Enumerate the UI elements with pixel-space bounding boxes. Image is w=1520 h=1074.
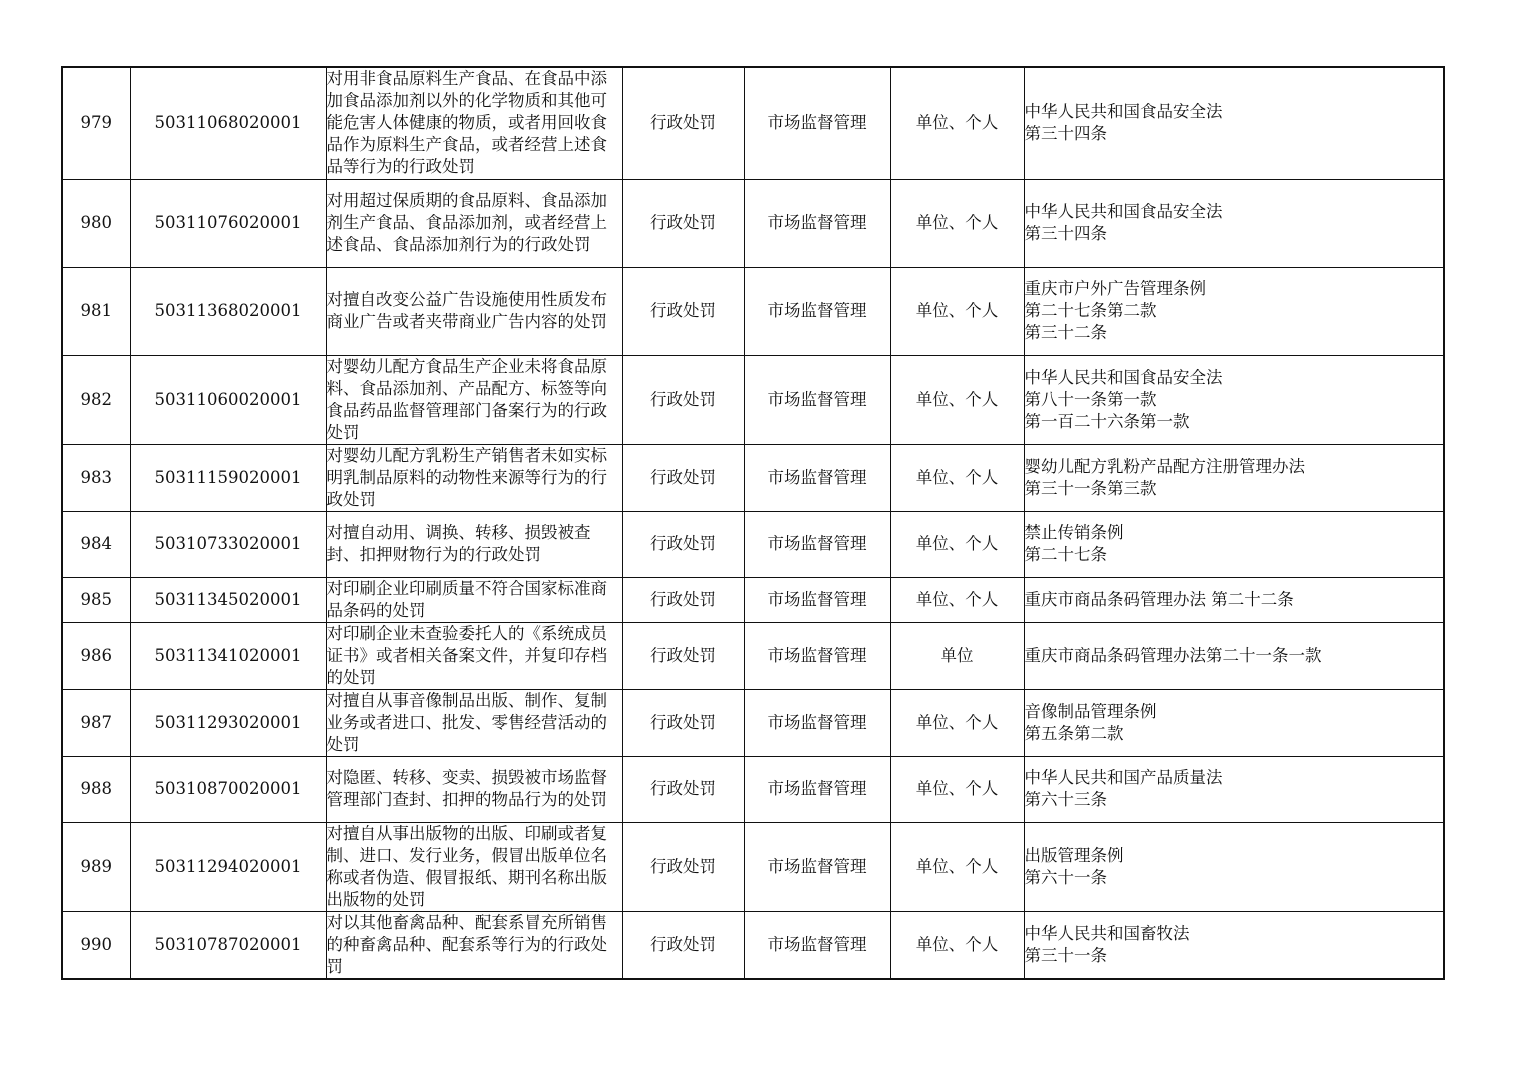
item-department: 市场监督管理 xyxy=(744,756,890,822)
basis-line: 出版管理条例 xyxy=(1024,845,1124,865)
item-number: 981 xyxy=(62,267,130,355)
basis-line: 第二十七条 xyxy=(1024,545,1107,564)
basis-line: 第六十一条 xyxy=(1024,867,1107,887)
table-row xyxy=(62,511,1444,577)
item-name: 对擅自从事音像制品出版、制作、复制业务或者进口、批发、零售经营活动的处罚 xyxy=(326,689,622,756)
item-type: 行政处罚 xyxy=(622,511,744,577)
basis-line: 第五条第二款 xyxy=(1024,723,1124,743)
item-number: 980 xyxy=(62,179,130,267)
item-department: 市场监督管理 xyxy=(744,911,890,979)
item-department: 市场监督管理 xyxy=(744,622,890,689)
basis-line: 第三十一条 xyxy=(1024,945,1107,965)
item-code: 50311068020001 xyxy=(130,67,326,179)
item-legal-basis xyxy=(1024,622,1444,689)
basis-line: 音像制品管理条例 xyxy=(1024,701,1157,721)
item-legal-basis xyxy=(1024,267,1444,355)
basis-line: 中华人民共和国食品安全法 xyxy=(1024,202,1223,221)
table-row xyxy=(62,622,1444,689)
item-department: 市场监督管理 xyxy=(744,577,890,622)
item-code: 50311060020001 xyxy=(130,355,326,444)
item-type: 行政处罚 xyxy=(622,822,744,911)
item-name: 对婴幼儿配方食品生产企业未将食品原料、食品添加剂、产品配方、标签等向食品药品监督管理部门备案行为的行政处罚 xyxy=(326,355,622,444)
item-subject: 单位 xyxy=(890,622,1024,689)
item-number: 983 xyxy=(62,444,130,511)
table-body xyxy=(62,67,1444,979)
table-row xyxy=(62,267,1444,355)
item-department: 市场监督管理 xyxy=(744,822,890,911)
item-subject: 单位、个人 xyxy=(890,577,1024,622)
basis-line: 中华人民共和国产品质量法 xyxy=(1024,768,1223,787)
item-subject: 单位、个人 xyxy=(890,267,1024,355)
basis-line: 第三十一条第三款 xyxy=(1024,478,1157,498)
basis-line: 中华人民共和国食品安全法 xyxy=(1024,102,1223,122)
item-subject: 单位、个人 xyxy=(890,756,1024,822)
basis-line: 第二十七条第二款 xyxy=(1024,301,1157,320)
table-row xyxy=(62,911,1444,979)
basis-line: 第三十二条 xyxy=(1024,323,1107,342)
basis-line: 婴幼儿配方乳粉产品配方注册管理办法 xyxy=(1024,456,1305,476)
penalty-items-table xyxy=(61,66,1445,980)
item-code: 50311159020001 xyxy=(130,444,326,511)
item-legal-basis xyxy=(1024,577,1444,622)
item-name: 对用非食品原料生产食品、在食品中添加食品添加剂以外的化学物质和其他可能危害人体健康的物质，或者用回收食品作为原料生产食品，或者经营上述食品等行为的行政处罚 xyxy=(326,67,622,179)
basis-line: 中华人民共和国畜牧法 xyxy=(1024,923,1190,943)
item-subject: 单位、个人 xyxy=(890,511,1024,577)
item-subject: 单位、个人 xyxy=(890,67,1024,179)
table-row xyxy=(62,822,1444,911)
item-legal-basis xyxy=(1024,511,1444,577)
item-legal-basis xyxy=(1024,689,1444,756)
table-row xyxy=(62,689,1444,756)
item-subject: 单位、个人 xyxy=(890,355,1024,444)
item-number: 982 xyxy=(62,355,130,444)
basis-line: 第八十一条第一款 xyxy=(1024,389,1157,409)
item-number: 985 xyxy=(62,577,130,622)
item-name: 对以其他畜禽品种、配套系冒充所销售的种畜禽品种、配套系等行为的行政处罚 xyxy=(326,911,622,979)
item-number: 986 xyxy=(62,622,130,689)
item-code: 50311294020001 xyxy=(130,822,326,911)
item-type: 行政处罚 xyxy=(622,267,744,355)
item-legal-basis xyxy=(1024,355,1444,444)
item-type: 行政处罚 xyxy=(622,179,744,267)
table-row xyxy=(62,67,1444,179)
basis-line: 中华人民共和国食品安全法 xyxy=(1024,367,1223,387)
item-name: 对用超过保质期的食品原料、食品添加剂生产食品、食品添加剂，或者经营上述食品、食品添加剂行为的行政处罚 xyxy=(326,179,622,267)
item-type: 行政处罚 xyxy=(622,689,744,756)
item-type: 行政处罚 xyxy=(622,67,744,179)
item-legal-basis xyxy=(1024,756,1444,822)
item-subject: 单位、个人 xyxy=(890,444,1024,511)
basis-line: 重庆市户外广告管理条例 xyxy=(1024,279,1206,298)
basis-line: 重庆市商品条码管理办法第二十一条一款 xyxy=(1024,645,1322,665)
item-department: 市场监督管理 xyxy=(744,67,890,179)
item-code: 50311076020001 xyxy=(130,179,326,267)
item-legal-basis xyxy=(1024,822,1444,911)
table-row xyxy=(62,355,1444,444)
basis-line: 重庆市商品条码管理办法 第二十二条 xyxy=(1024,589,1294,609)
item-subject: 单位、个人 xyxy=(890,689,1024,756)
table-row xyxy=(62,179,1444,267)
table-row xyxy=(62,577,1444,622)
item-legal-basis xyxy=(1024,911,1444,979)
basis-line: 第三十四条 xyxy=(1024,224,1107,243)
item-number: 979 xyxy=(62,67,130,179)
item-subject: 单位、个人 xyxy=(890,179,1024,267)
item-department: 市场监督管理 xyxy=(744,689,890,756)
item-type: 行政处罚 xyxy=(622,756,744,822)
item-code: 50310870020001 xyxy=(130,756,326,822)
table-row xyxy=(62,756,1444,822)
item-type: 行政处罚 xyxy=(622,622,744,689)
item-code: 50311293020001 xyxy=(130,689,326,756)
basis-line: 禁止传销条例 xyxy=(1024,523,1124,542)
item-department: 市场监督管理 xyxy=(744,511,890,577)
item-number: 987 xyxy=(62,689,130,756)
item-name: 对婴幼儿配方乳粉生产销售者未如实标明乳制品原料的动物性来源等行为的行政处罚 xyxy=(326,444,622,511)
item-type: 行政处罚 xyxy=(622,355,744,444)
item-code: 50311341020001 xyxy=(130,622,326,689)
item-legal-basis xyxy=(1024,179,1444,267)
item-code: 50311345020001 xyxy=(130,577,326,622)
item-name: 对隐匿、转移、变卖、损毁被市场监督管理部门查封、扣押的物品行为的处罚 xyxy=(326,756,622,822)
item-name: 对印刷企业未查验委托人的《系统成员证书》或者相关备案文件，并复印存档的处罚 xyxy=(326,622,622,689)
item-legal-basis xyxy=(1024,67,1444,179)
item-type: 行政处罚 xyxy=(622,577,744,622)
item-subject: 单位、个人 xyxy=(890,911,1024,979)
item-name: 对擅自从事出版物的出版、印刷或者复制、进口、发行业务，假冒出版单位名称或者伪造、假冒报纸、期刊名称出版出版物的处罚 xyxy=(326,822,622,911)
item-name: 对擅自动用、调换、转移、损毁被查封、扣押财物行为的行政处罚 xyxy=(326,511,622,577)
item-number: 984 xyxy=(62,511,130,577)
item-department: 市场监督管理 xyxy=(744,267,890,355)
basis-line: 第六十三条 xyxy=(1024,790,1107,809)
item-number: 989 xyxy=(62,822,130,911)
item-number: 990 xyxy=(62,911,130,979)
item-code: 50311368020001 xyxy=(130,267,326,355)
item-name: 对印刷企业印刷质量不符合国家标准商品条码的处罚 xyxy=(326,577,622,622)
item-department: 市场监督管理 xyxy=(744,444,890,511)
item-code: 50310787020001 xyxy=(130,911,326,979)
item-department: 市场监督管理 xyxy=(744,355,890,444)
item-code: 50310733020001 xyxy=(130,511,326,577)
item-subject: 单位、个人 xyxy=(890,822,1024,911)
item-type: 行政处罚 xyxy=(622,911,744,979)
basis-line: 第三十四条 xyxy=(1024,124,1107,144)
item-number: 988 xyxy=(62,756,130,822)
item-legal-basis xyxy=(1024,444,1444,511)
table-row xyxy=(62,444,1444,511)
item-name: 对擅自改变公益广告设施使用性质发布商业广告或者夹带商业广告内容的处罚 xyxy=(326,267,622,355)
item-type: 行政处罚 xyxy=(622,444,744,511)
basis-line: 第一百二十六条第一款 xyxy=(1024,411,1190,431)
item-department: 市场监督管理 xyxy=(744,179,890,267)
